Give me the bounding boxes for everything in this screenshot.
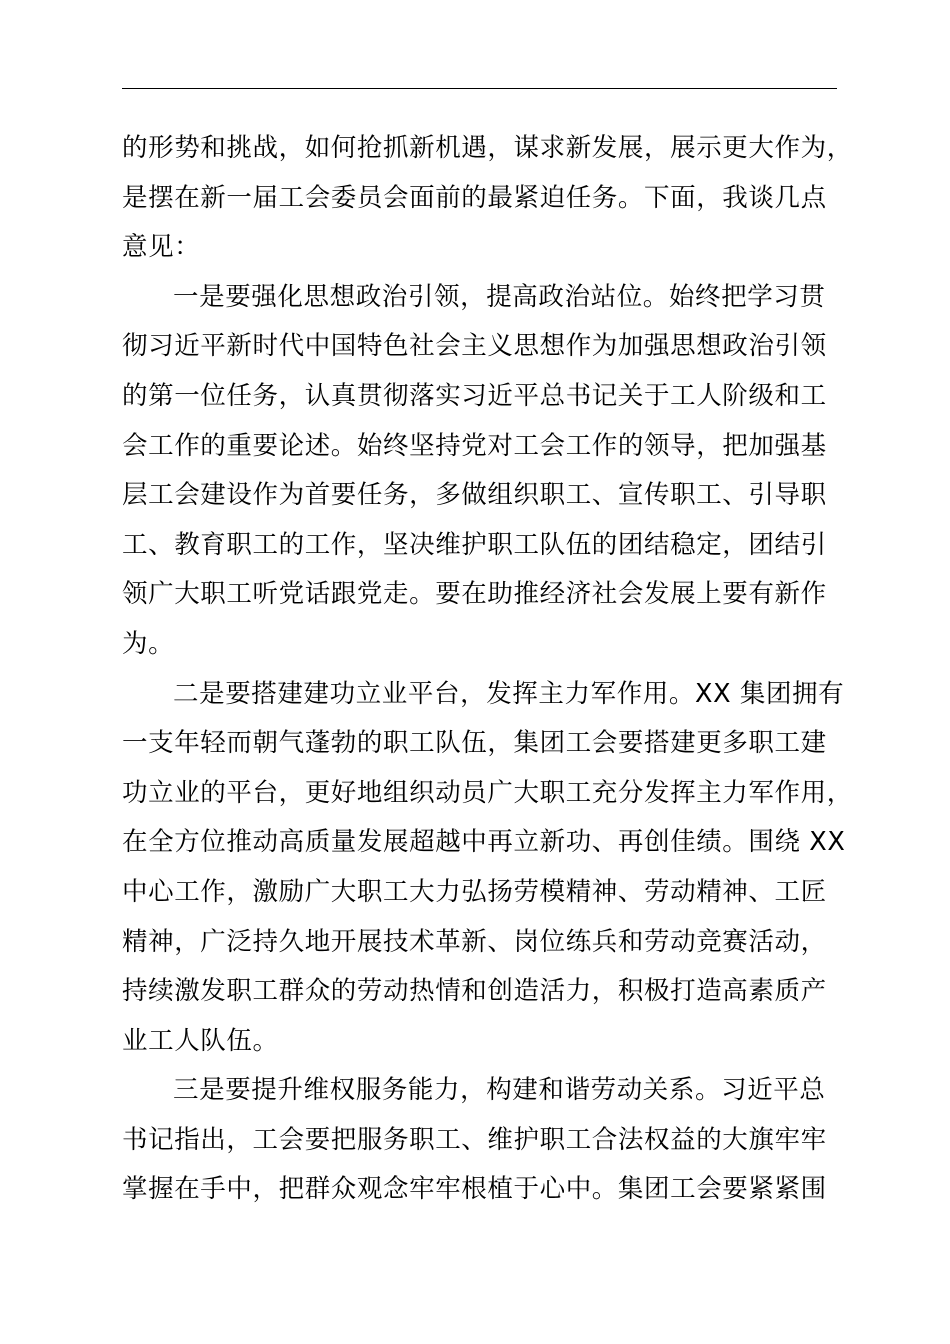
text-line: 业工人队伍。 xyxy=(122,1025,279,1056)
text-line: 精神，广泛持久地开展技术革新、岗位练兵和劳动竞赛活动， xyxy=(122,926,827,957)
text-line: 意见： xyxy=(122,232,201,263)
text-line: 中心工作，激励广大职工大力弘扬劳模精神、劳动精神、工匠 xyxy=(122,876,827,907)
text-line: 持续激发职工群众的劳动热情和创造活力，积极打造高素质产 xyxy=(122,976,827,1007)
text-line: 书记指出，工会要把服务职工、维护职工合法权益的大旗牢牢 xyxy=(122,1124,827,1155)
body-text xyxy=(122,124,862,1215)
paragraph-first-line: 二是要搭建建功立业平台，发挥主力军作用。XX 集团拥有 xyxy=(173,678,845,709)
text-line: 为。 xyxy=(122,628,175,659)
text-line: 彻习近平新时代中国特色社会主义思想作为加强思想政治引领 xyxy=(122,331,827,362)
text-line: 的形势和挑战，如何抢抓新机遇，谋求新发展，展示更大作为， xyxy=(122,133,853,163)
text-line: 会工作的重要论述。始终坚持党对工会工作的领导，把加强基 xyxy=(122,430,827,461)
text-line: 的第一位任务，认真贯彻落实习近平总书记关于工人阶级和工 xyxy=(122,380,827,411)
text-line: 一支年轻而朝气蓬勃的职工队伍，集团工会要搭建更多职工建 xyxy=(122,728,827,759)
text-line: 掌握在手中，把群众观念牢牢根植于心中。集团工会要紧紧围 xyxy=(122,1174,827,1205)
paragraph-first-line: 三是要提升维权服务能力，构建和谐劳动关系。习近平总 xyxy=(173,1075,826,1106)
paragraph-first-line: 一是要强化思想政治引领，提高政治站位。始终把学习贯 xyxy=(173,281,826,312)
header-rule xyxy=(122,88,837,89)
text-line: 层工会建设作为首要任务，多做组织职工、宣传职工、引导职 xyxy=(122,480,827,511)
text-line: 领广大职工听党话跟党走。要在助推经济社会发展上要有新作 xyxy=(122,579,827,610)
text-line: 是摆在新一届工会委员会面前的最紧迫任务。下面，我谈几点 xyxy=(122,182,827,213)
text-line: 功立业的平台，更好地组织动员广大职工充分发挥主力军作用， xyxy=(122,777,853,808)
text-line: 在全方位推动高质量发展超越中再立新功、再创佳绩。围绕 XX xyxy=(122,827,846,858)
text-line: 工、教育职工的工作，坚决维护职工队伍的团结稳定，团结引 xyxy=(122,529,827,560)
